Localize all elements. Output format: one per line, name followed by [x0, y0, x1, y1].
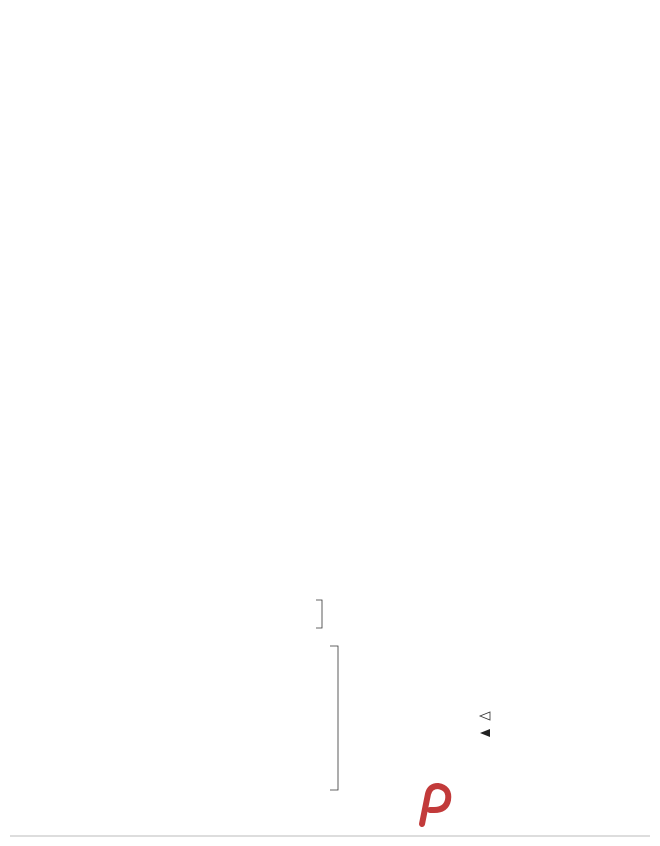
postila-pin-icon [412, 780, 460, 828]
pattern-a-bracket [316, 600, 322, 628]
cut-yarn-icon [480, 729, 490, 737]
pattern-b-bracket [330, 646, 338, 790]
attach-yarn-icon [480, 712, 490, 720]
postila-logo [412, 776, 650, 832]
